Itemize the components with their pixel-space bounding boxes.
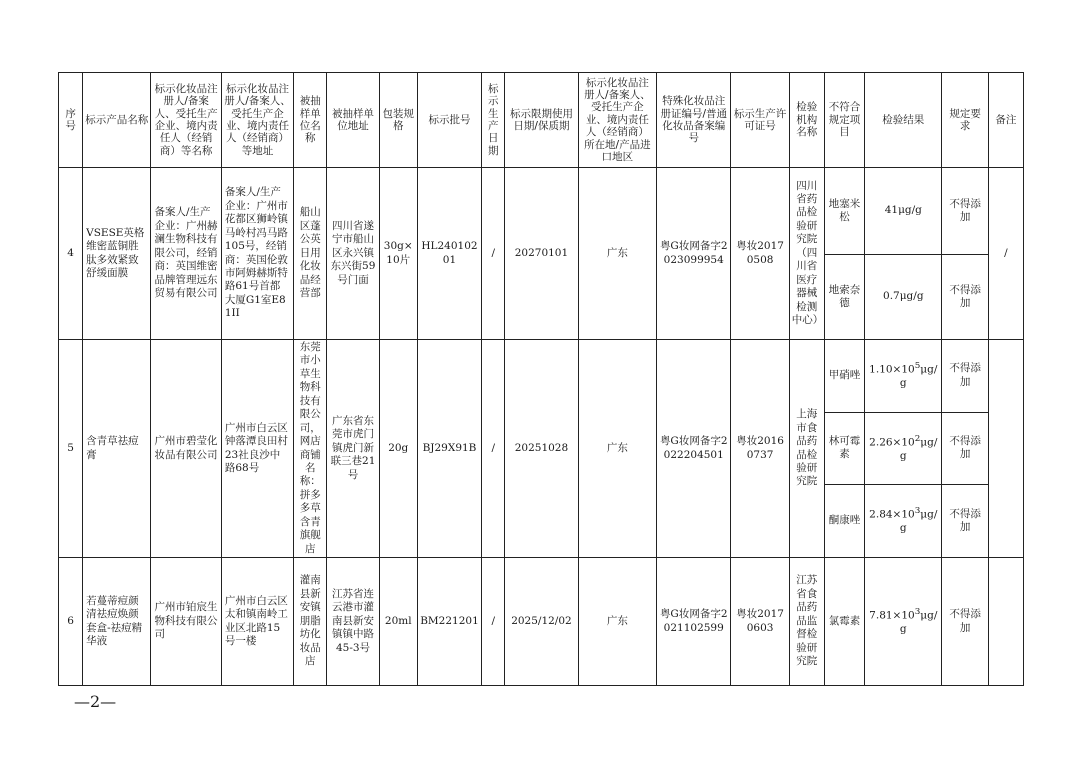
col-header-license: 标示生产许可证号 (731, 73, 789, 168)
cell-spec: 20ml (379, 558, 417, 686)
table-row (59, 558, 1024, 686)
cell-result: $2.84\times 10^3\mu g/g$ (865, 485, 942, 558)
cell-expiry: 20270101 (505, 168, 578, 340)
cell-result: 41μg/g (865, 168, 942, 255)
cell-prod-date: / (482, 340, 505, 558)
col-header-region: 标示化妆品注册人/备案人、受托生产企业、境内责任人（经销商）所在地/产品进口地区 (578, 73, 656, 168)
col-header-record-no: 特殊化妆品注册证编号/普通化妆品备案编号 (657, 73, 731, 168)
cell-no: 5 (59, 340, 83, 558)
cell-record-no: 粤G妆网备字2022204501 (657, 340, 731, 558)
cell-result: $2.26\times 10^2\mu g/g$ (865, 412, 942, 485)
col-header-spec: 包装规格 (379, 73, 417, 168)
cell-address: 广州市白云区钟落潭良田村23社良沙中路68号 (221, 340, 293, 558)
cell-item: 氯霉素 (824, 558, 864, 686)
col-header-note: 备注 (988, 73, 1023, 168)
col-header-prod-date: 标示生产日期 (482, 73, 505, 168)
cell-req: 不得添加 (942, 412, 988, 485)
col-header-product: 标示产品名称 (83, 73, 151, 168)
col-header-batch: 标示批号 (417, 73, 481, 168)
cell-batch: BJ29X91B (417, 340, 481, 558)
cell-address: 广州市白云区太和镇南岭工业区北路15号一楼 (221, 558, 293, 686)
col-header-sampled-unit: 被抽样单位名称 (294, 73, 327, 168)
cell-spec: 20g (379, 340, 417, 558)
cell-item: 地索奈德 (824, 255, 864, 340)
cell-item: 地塞米松 (824, 168, 864, 255)
cell-lab: 上海市食品药品检验研究院 (789, 340, 824, 558)
col-header-result: 检验结果 (865, 73, 942, 168)
cell-spec: 30g×10片 (379, 168, 417, 340)
cell-company: 广州市碧莹化妆品有限公司 (151, 340, 221, 558)
col-header-lab: 检验机构名称 (789, 73, 824, 168)
cell-prod-date: / (482, 168, 505, 340)
cell-sampled-address: 广东省东莞市虎门镇虎门新联三巷21号 (327, 340, 379, 558)
cell-region: 广东 (578, 558, 656, 686)
col-header-sampled-address: 被抽样单位地址 (327, 73, 379, 168)
cell-sampled-unit: 东莞市小草生物科技有限公司，网店商铺名称：拼多多草含青旗舰店 (294, 340, 327, 558)
col-header-req: 规定要求 (942, 73, 988, 168)
cell-req: 不得添加 (942, 168, 988, 255)
cell-sampled-address: 四川省遂宁市船山区永兴镇东兴街59号门面 (327, 168, 379, 340)
col-header-expiry: 标示限期使用日期/保质期 (505, 73, 578, 168)
cell-sampled-unit: 船山区蓬公英日用化妆品经营部 (294, 168, 327, 340)
cell-result: $7.81\times 10^3\mu g/g$ (865, 558, 942, 686)
cell-company: 广州市铂宸生物科技有限公司 (151, 558, 221, 686)
cell-sampled-address: 江苏省连云港市灌南县新安镇镇中路45-3号 (327, 558, 379, 686)
cell-no: 6 (59, 558, 83, 686)
cell-note: / (988, 168, 1023, 340)
cell-product: 若蔓蒂痘颜清祛痘焕颜套盒-祛痘精华液 (83, 558, 151, 686)
cell-company: 备案人/生产企业：广州赫澜生物科技有限公司，经销商：英国维密品牌管理远东贸易有限公司 (151, 168, 221, 340)
cell-req: 不得添加 (942, 558, 988, 686)
cell-expiry: 2025/12/02 (505, 558, 578, 686)
cell-region: 广东 (578, 340, 656, 558)
table-row (59, 340, 1024, 413)
cell-expiry: 20251028 (505, 340, 578, 558)
col-header-company: 标示化妆品注册人/备案人、受托生产企业、境内责任人（经销商）等名称 (151, 73, 221, 168)
cell-record-no: 粤G妆网备字2021102599 (657, 558, 731, 686)
cell-license: 粤妆20160737 (731, 340, 789, 558)
cell-req: 不得添加 (942, 485, 988, 558)
cell-item: 林可霉素 (824, 412, 864, 485)
cell-item: 酮康唑 (824, 485, 864, 558)
cell-license: 粤妆20170603 (731, 558, 789, 686)
cell-sampled-unit: 灌南县新安镇朋脂坊化妆品店 (294, 558, 327, 686)
header-row (59, 73, 1024, 168)
col-header-no: 序号 (59, 73, 83, 168)
cell-note (988, 558, 1023, 686)
cell-item: 甲硝唑 (824, 340, 864, 413)
cell-product: 含青草祛痘膏 (83, 340, 151, 558)
table-row (59, 168, 1024, 255)
cell-record-no: 粤G妆网备字2023099954 (657, 168, 731, 340)
cell-result: $1.10\times 10^5\mu g/g$ (865, 340, 942, 413)
cell-lab: 江苏省食品药品监督检验研究院 (789, 558, 824, 686)
inspection-table (58, 72, 1024, 686)
cell-product: VSESE英格维密蓝铜胜肽多效紧致舒缓面膜 (83, 168, 151, 340)
cell-req: 不得添加 (942, 340, 988, 413)
cell-batch: BM221201 (417, 558, 481, 686)
cell-region: 广东 (578, 168, 656, 340)
cell-result: 0.7μg/g (865, 255, 942, 340)
cell-no: 4 (59, 168, 83, 340)
cell-note (988, 340, 1023, 558)
cell-address: 备案人/生产企业：广州市花都区狮岭镇马岭村冯马路105号，经销商：英国伦敦市阿姆赫斯特路61号首都大厦G1室E81II (221, 168, 293, 340)
cell-prod-date: / (482, 558, 505, 686)
page-number: —2— (74, 692, 117, 711)
cell-batch: HL24010201 (417, 168, 481, 340)
cell-license: 粤妆20170508 (731, 168, 789, 340)
cell-req: 不得添加 (942, 255, 988, 340)
col-header-item: 不符合规定项目 (824, 73, 864, 168)
col-header-address: 标示化妆品注册人/备案人、受托生产企业、境内责任人（经销商）等地址 (221, 73, 293, 168)
cell-lab: 四川省药品检验研究院（四川省医疗器械检测中心） (789, 168, 824, 340)
